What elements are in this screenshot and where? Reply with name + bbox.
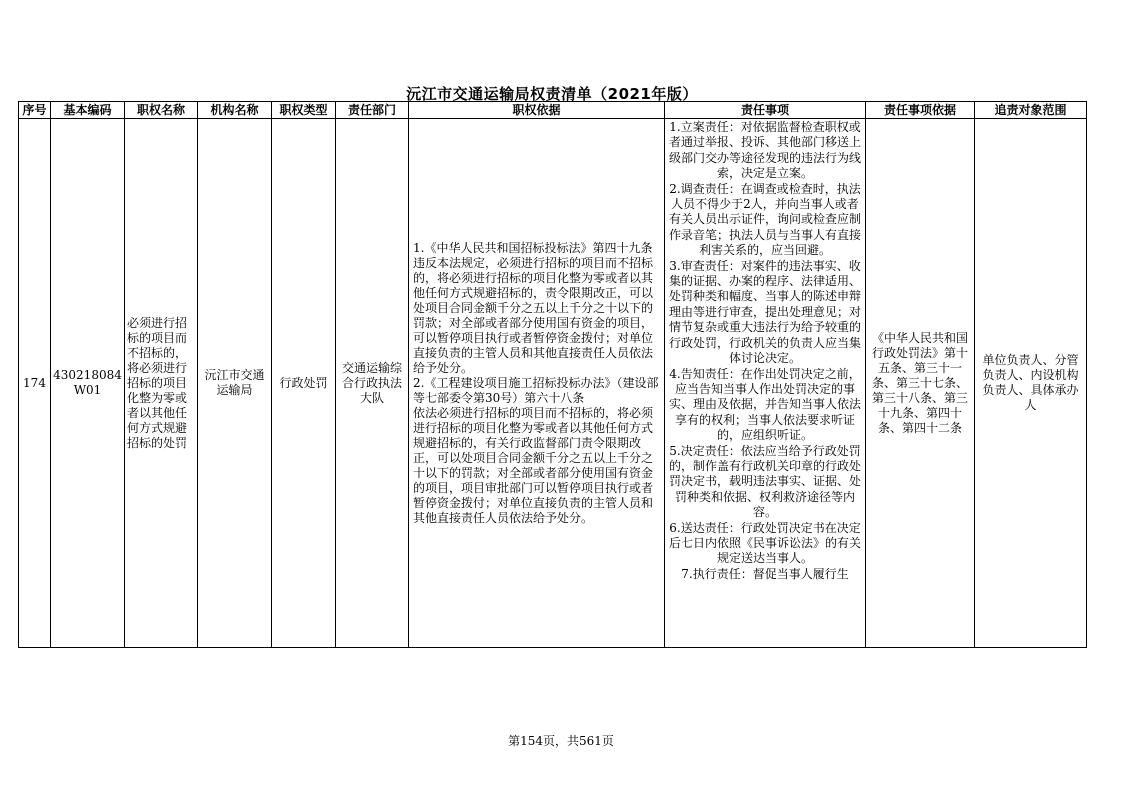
header-row bbox=[19, 102, 1087, 119]
header-power-name: 职权名称 bbox=[125, 102, 198, 119]
cell-dept: 交通运输综合行政执法大队 bbox=[336, 119, 409, 648]
header-accountability: 追责对象范围 bbox=[975, 102, 1087, 119]
tasks-text: 1.立案责任：对依据监督检查职权或者通过举报、投诉、其他部门移送上级部门交办等途径发现的违法行为线索，决定是立案。 2.调查责任：在调查或检查时，执法人员不得少于2人，并向当事人或者有关人员出示证件，询问或检查应制作录音笔；执法人员与当事人有直接利害关系的，应当回避。 3.审查责任：对案件的违法事实、收集的证据、办案的程序、法律适用、处罚种类和幅度、当事人的陈述申辩理由等进行审查，提出处理意见；对情节复杂或重大违法行为给予较重的行政处罚，行政机关的负责人应当集体讨论决定。 4.告知责任：在作出处罚决定之前，应当告知当事人作出处罚决定的事实、理由及依据，并告知当事人依法享有的权利；当事人依法要求听证的，应组织听证。 5.决定责任：依法应当给予行政处罚的，制作盖有行政机关印章的行政处罚决定书，载明违法事实、证据、处罚种类和依据、权利救济途径等内容。 6.送达责任：行政处罚决定书在决定后七日内依照《民事诉讼法》的有关规定送达当事人。 7.执行责任：督促当事人履行生 bbox=[668, 120, 861, 581]
header-dept: 责任部门 bbox=[336, 102, 409, 119]
header-code: 基本编码 bbox=[51, 102, 125, 119]
table-row bbox=[19, 119, 1087, 648]
header-seq: 序号 bbox=[19, 102, 51, 119]
cell-tasks bbox=[665, 119, 866, 648]
basis-text: 1.《中华人民共和国招标投标法》第四十九条 违反本法规定，必须进行招标的项目而不招标的，将必须进行招标的项目化整为零或者以其他任何方式规避招标的，责令限期改正，可以处项目合同金额千分之五以上千分之十以下的罚款；对全部或者部分使用国有资金的项目，可以暂停项目执行或者暂停资金拨付；对单位直接负责的主管人员和其他直接责任人员依法给予处分。 2.《工程建设项目施工招标投标办法》（建设部等七部委令第30号）第六十八条 依法必须进行招标的项目而不招标的，将必须进行招标的项目化整为零或者以其他任何方式规避招标的，有关行政监督部门责令限期改正，可以处项目合同金额千分之五以上千分之十以下的罚款；对全部或者部分使用国有资金的项目，项目审批部门可以暂停项目执行或者暂停资金拨付；对单位直接负责的主管人员和其他直接责任人员依法给予处分。 bbox=[413, 240, 659, 525]
header-org-name: 机构名称 bbox=[198, 102, 272, 119]
header-power-type: 职权类型 bbox=[272, 102, 336, 119]
cell-accountability: 单位负责人、分管负责人、内设机构负责人、具体承办人 bbox=[975, 119, 1087, 648]
cell-org-name: 沅江市交通运输局 bbox=[198, 119, 272, 648]
responsibility-table bbox=[18, 101, 1087, 648]
cell-seq: 174 bbox=[19, 119, 51, 648]
header-basis: 职权依据 bbox=[409, 102, 665, 119]
cell-code: 430218084W01 bbox=[51, 119, 125, 648]
cell-basis bbox=[409, 119, 665, 648]
header-task-basis: 责任事项依据 bbox=[866, 102, 975, 119]
header-tasks: 责任事项 bbox=[665, 102, 866, 119]
cell-task-basis: 《中华人民共和国行政处罚法》第十五条、第三十一条、第三十七条、第三十八条、第三十九条、第四十条、第四十二条 bbox=[866, 119, 975, 648]
cell-power-type: 行政处罚 bbox=[272, 119, 336, 648]
page-footer: 第154页，共561页 bbox=[508, 734, 614, 748]
cell-power-name: 必须进行招标的项目而不招标的，将必须进行招标的项目化整为零或者以其他任何方式规避招标的处罚 bbox=[125, 119, 198, 648]
page-title: 沅江市交通运输局权责清单（2021年版） bbox=[406, 85, 698, 103]
